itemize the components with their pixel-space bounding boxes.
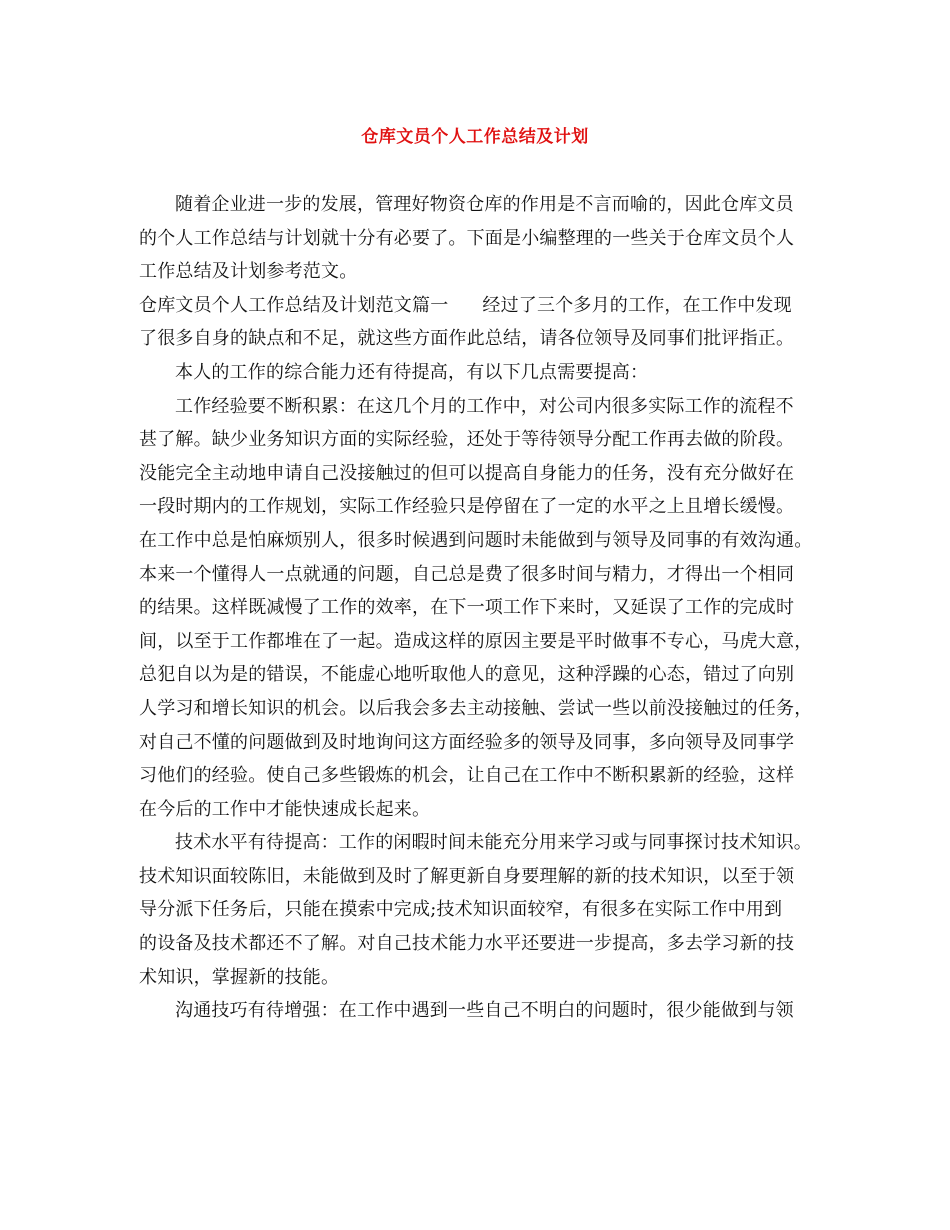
paragraph-line: 在今后的工作中才能快速成长起来。: [139, 798, 431, 820]
paragraph-line: 人学习和增长知识的机会。以后我会多去主动接触、尝试一些以前没接触过的任务，: [139, 697, 813, 719]
section-heading: 仓库文员个人工作总结及计划范文篇一: [139, 294, 449, 316]
paragraph-line: 导分派下任务后，只能在摸索中完成;技术知识面较窄，有很多在实际工作中用到: [139, 899, 783, 921]
paragraph-line: 总犯自以为是的错误，不能虚心地听取他人的意见，这种浮躁的心态，错过了向别: [139, 664, 795, 686]
paragraph-line: 的个人工作总结与计划就十分有必要了。下面是小编整理的一些关于仓库文员个人: [139, 227, 795, 249]
paragraph-line: 工作经验要不断积累：在这几个月的工作中，对公司内很多实际工作的流程不: [175, 395, 794, 417]
paragraph-line: 的结果。这样既减慢了工作的效率，在下一项工作下来时，又延误了工作的完成时: [139, 597, 795, 619]
paragraph-line: 间，以至于工作都堆在了一起。造成这样的原因主要是平时做事不专心，马虎大意，: [139, 630, 813, 652]
document-title: 仓库文员个人工作总结及计划: [361, 127, 589, 147]
paragraph-line: 在工作中总是怕麻烦别人，很多时候遇到问题时未能做到与领导及同事的有效沟通。: [139, 529, 813, 551]
paragraph-line: 甚了解。缺少业务知识方面的实际经验，还处于等待领导分配工作再去做的阶段。: [139, 429, 795, 451]
paragraph-line: 了很多自身的缺点和不足，就这些方面作此总结，请各位领导及同事们批评指正。: [139, 328, 795, 350]
paragraph-line: 术知识，掌握新的技能。: [139, 966, 340, 988]
document-body: [139, 188, 819, 1028]
paragraph-line: 本来一个懂得人一点就通的问题，自己总是费了很多时间与精力，才得出一个相同: [139, 563, 795, 585]
paragraph-line: 没能完全主动地申请自己没接触过的但可以提高自身能力的任务，没有充分做好在: [139, 462, 795, 484]
paragraph-line: 本人的工作的综合能力还有待提高，有以下几点需要提高：: [175, 361, 649, 383]
paragraph-line: 习他们的经验。使自己多些锻炼的机会，让自己在工作中不断积累新的经验，这样: [139, 765, 795, 787]
paragraph-line: 技术水平有待提高：工作的闲暇时间未能充分用来学习或与同事探讨技术知识。: [175, 832, 812, 854]
paragraph-line: 沟通技巧有待增强：在工作中遇到一些自己不明白的问题时，很少能做到与领: [175, 1000, 794, 1022]
paragraph-line-with-heading: [139, 289, 819, 323]
paragraph-line: 随着企业进一步的发展，管理好物资仓库的作用是不言而喻的，因此仓库文员: [175, 194, 794, 215]
paragraph-text: 经过了三个多月的工作，在工作中发现: [482, 294, 792, 316]
paragraph-line: 对自己不懂的问题做到及时地询问这方面经验多的领导及同事，多向领导及同事学: [139, 731, 795, 753]
paragraph-line: 工作总结及计划参考范文。: [139, 261, 358, 283]
paragraph-line: 技术知识面较陈旧，未能做到及时了解更新自身要理解的新的技术知识，以至于领: [139, 865, 795, 887]
paragraph-line: 的设备及技术都还不了解。对自己技术能力水平还要进一步提高，多去学习新的技: [139, 933, 795, 955]
paragraph-line: 一段时期内的工作规划，实际工作经验只是停留在了一定的水平之上且增长缓慢。: [139, 496, 795, 518]
